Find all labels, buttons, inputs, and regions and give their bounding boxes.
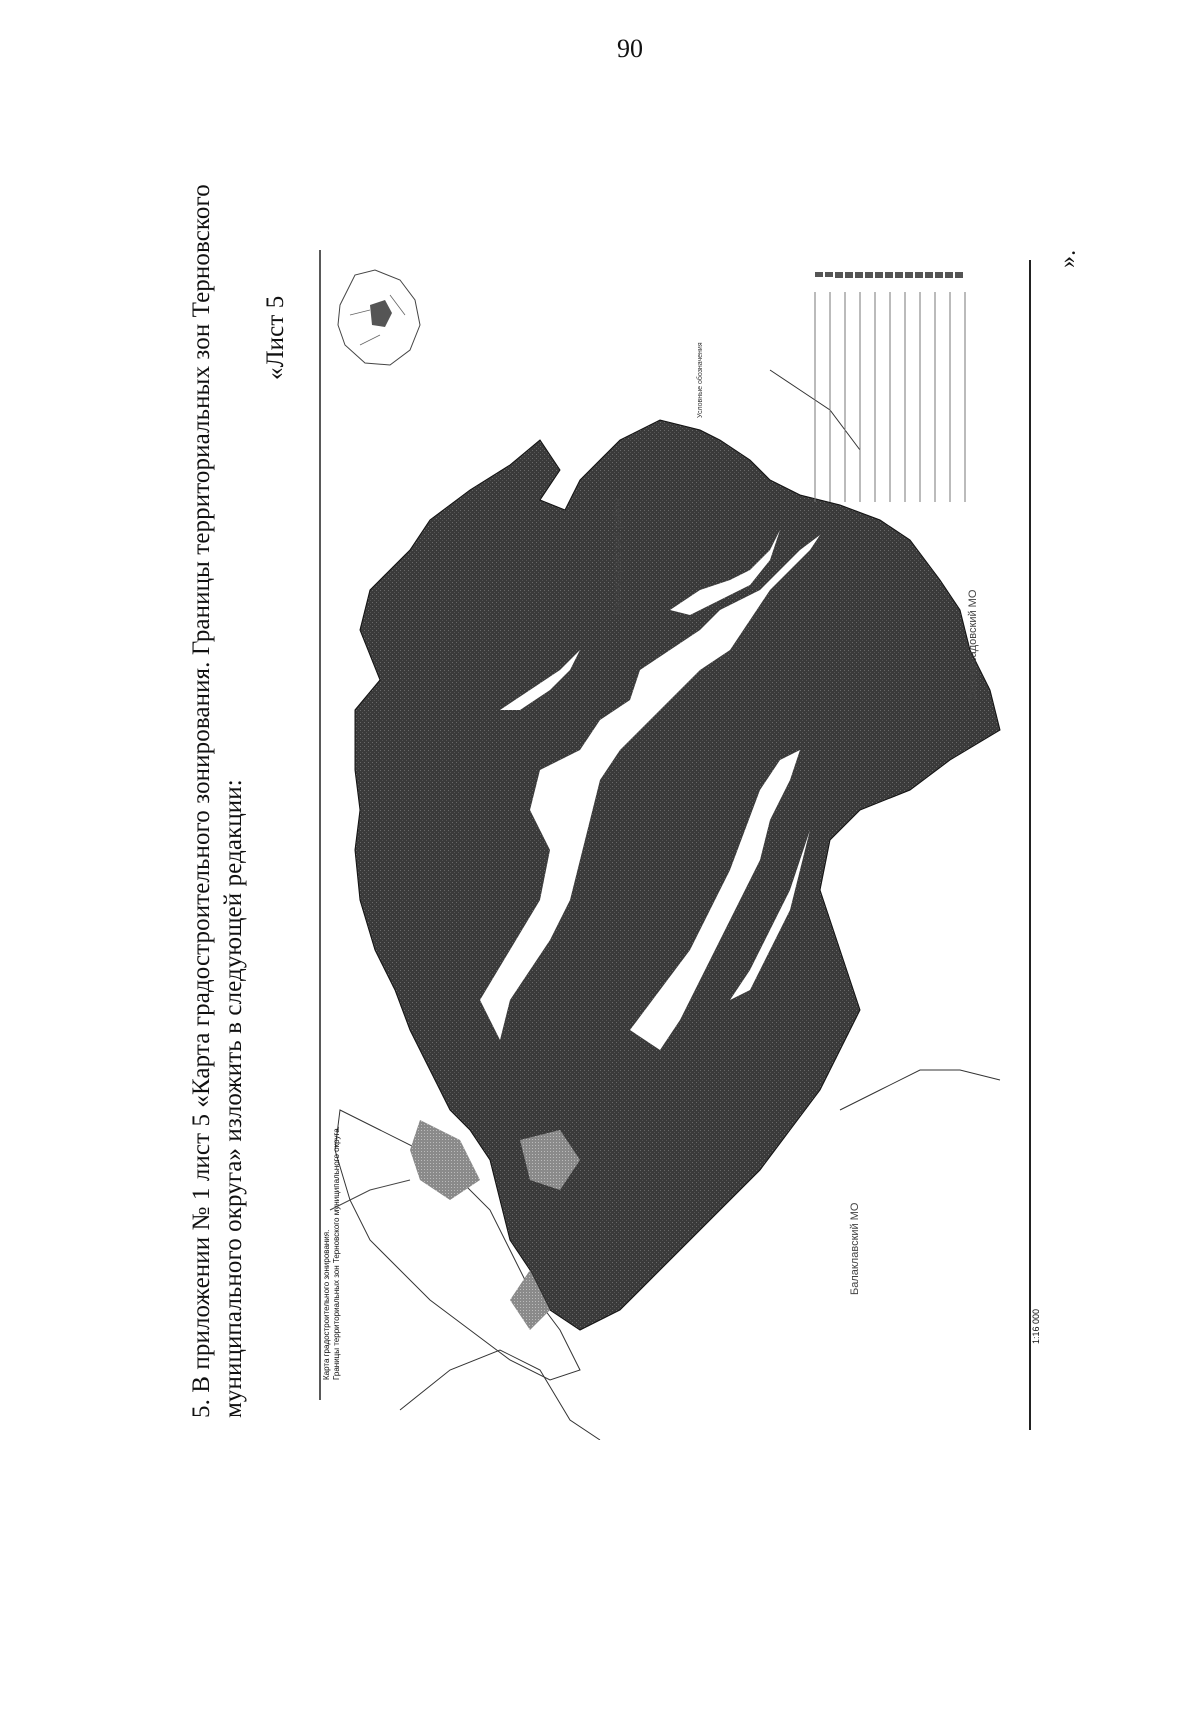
paragraph-line-2: муниципального округа» изложить в следующей редакции: [220,779,247,1418]
paragraph-line-1: 5. В приложении № 1 лист 5 «Карта градостроительного зонирования. Границы территориальных зон Терновского [188,184,215,1418]
map-title-line-2: Границы территориальных зон Терновского муниципального округа. [332,1126,341,1380]
map-title-block [322,1126,342,1380]
closing-quote: ». [1055,249,1081,268]
page-number: 90 [617,34,643,63]
map-scale: 1:16 000 [1031,1308,1041,1344]
sheet-label: «Лист 5 [262,295,289,380]
map-legend [690,262,1040,522]
legend-title: Условные обозначения [697,342,704,418]
label-bakhchisaray-district: Бахчисарайский район [612,498,624,615]
label-neighbor-district: Верхнесадовский МО [967,589,979,700]
map-title-line-1: Карта градостроительного зонирования. [322,1229,331,1380]
locator-inset [338,270,420,365]
zoning-map [300,250,1080,1440]
label-balaklava: Балаклавский МО [849,1202,861,1295]
